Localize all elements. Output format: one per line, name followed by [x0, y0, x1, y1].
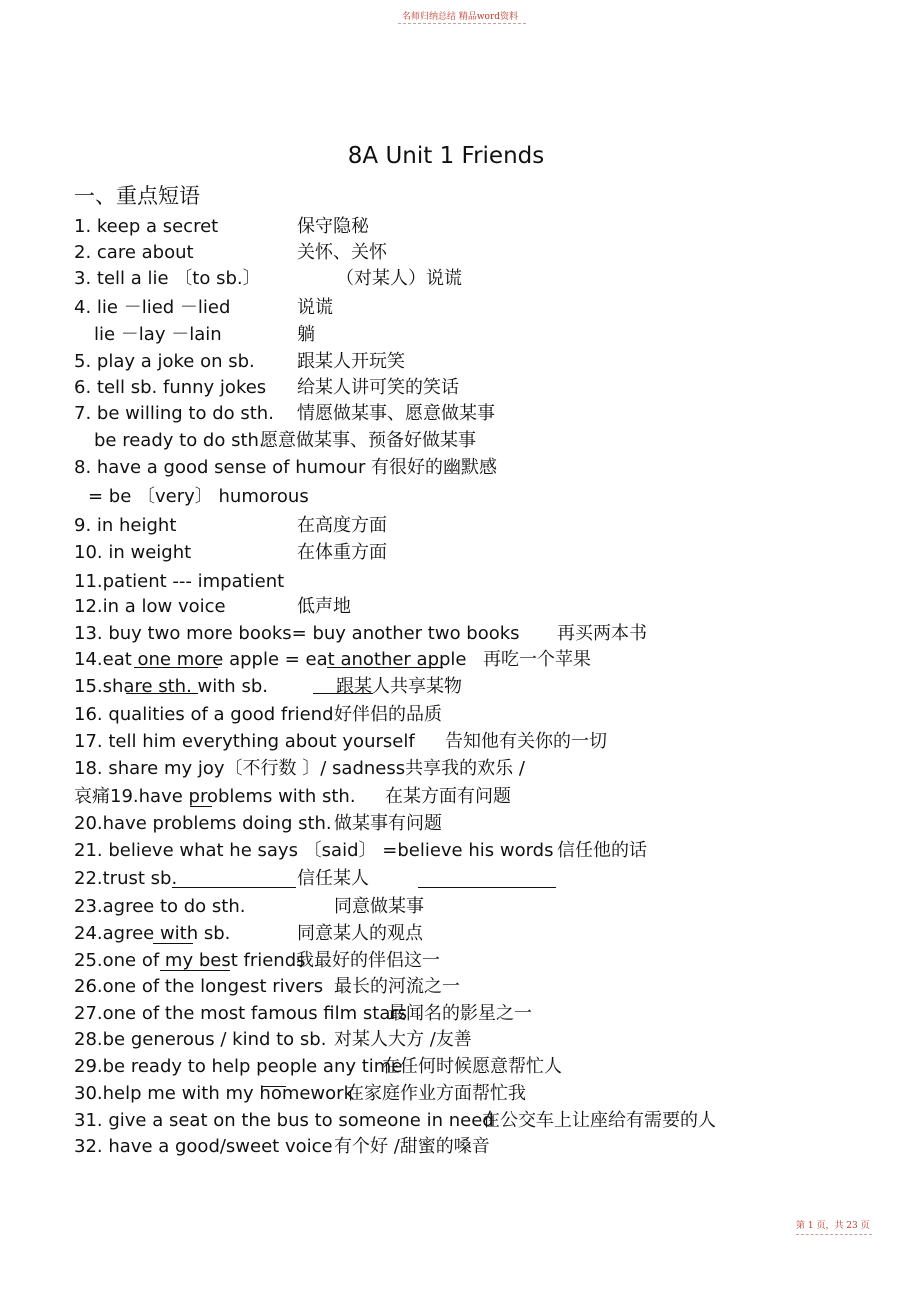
phrase-zh: 信任某人: [297, 868, 369, 889]
phrase-zh: 再吃一个苹果: [483, 649, 591, 670]
phrase-en: 20.have problems doing sth.: [74, 813, 332, 834]
phrase-zh: 愿意做某事、预备好做某事: [260, 430, 476, 451]
phrase-en: 4. lie －lied －lied: [74, 297, 231, 318]
phrase-en: 10. in weight: [74, 542, 192, 563]
phrase-en: 哀痛19.have problems with sth.: [74, 786, 356, 807]
header-divider: [398, 23, 526, 24]
phrase-en: 28.be generous / kind to sb.: [74, 1029, 327, 1050]
fill-blank-line: [172, 887, 296, 888]
phrase-zh: 说谎: [297, 297, 333, 318]
phrase-en: 6. tell sb. funny jokes: [74, 377, 267, 398]
phrase-zh: 同意某人的观点: [297, 923, 423, 944]
phrase-zh: 在家庭作业方面帮忙我: [346, 1083, 526, 1104]
phrase-zh: 同意做某事: [334, 896, 424, 917]
phrase-zh: 信任他的话: [557, 840, 647, 861]
phrase-en: be ready to do sth.: [94, 430, 265, 451]
phrase-en: 7. be willing to do sth.: [74, 403, 274, 424]
phrase-zh: 告知他有关你的一切: [445, 731, 607, 752]
document-title: 8A Unit 1 Friends: [347, 143, 545, 169]
phrase-zh: 情愿做某事、愿意做某事: [297, 403, 495, 424]
strike-mark: [327, 667, 443, 668]
phrase-en: 15.share sth. with sb.: [74, 676, 268, 697]
phrase-en: 25.one of my best friends: [74, 950, 306, 971]
underline-mark: [160, 970, 230, 971]
phrase-en: 26.one of the longest rivers: [74, 976, 324, 997]
section-heading: 一、重点短语: [74, 184, 200, 208]
phrase-zh: 最闻名的影星之一: [388, 1003, 532, 1024]
phrase-zh: 对某人大方 /友善: [334, 1029, 472, 1050]
phrase-en: 17. tell him everything about yourself: [74, 731, 415, 752]
phrase-en: lie －lay －lain: [94, 324, 222, 345]
phrase-zh: 低声地: [297, 596, 351, 617]
phrase-en: 5. play a joke on sb.: [74, 351, 255, 372]
phrase-zh: 好伴侣的品质: [334, 704, 442, 725]
page-header: 名师归纳总结 精品word资料: [401, 12, 519, 22]
phrase-en: 11.patient --- impatient: [74, 571, 285, 592]
phrase-zh: 最长的河流之一: [334, 976, 460, 997]
phrase-zh: 在体重方面: [297, 542, 387, 563]
phrase-zh: 在任何时候愿意帮忙人: [382, 1056, 562, 1077]
phrase-en: 23.agree to do sth.: [74, 896, 246, 917]
phrase-zh: 我最好的伴侣这一: [296, 950, 440, 971]
phrase-en: 18. share my joy〔不行数 〕/ sadness共享我的欢乐 /: [74, 758, 525, 779]
phrase-en: 13. buy two more books= buy another two books: [74, 623, 520, 644]
phrase-en: 21. believe what he says 〔said〕 =believe his words: [74, 840, 554, 861]
phrase-zh: 给某人讲可笑的笑话: [297, 377, 459, 398]
phrase-zh: 跟某人共享某物: [336, 676, 462, 697]
phrase-en: 31. give a seat on the bus to someone in need: [74, 1110, 494, 1131]
phrase-zh: 再买两本书: [557, 623, 647, 644]
phrase-en: 8. have a good sense of humour: [74, 457, 366, 478]
phrase-en: 1. keep a secret: [74, 216, 219, 237]
page-footer: 第 1 页，共 23 页: [796, 1221, 870, 1231]
phrase-en: 2. care about: [74, 242, 194, 263]
phrase-en: 32. have a good/sweet voice: [74, 1136, 333, 1157]
underline-mark: [190, 806, 212, 807]
strike-mark: [313, 693, 373, 694]
phrase-zh: 关怀、关怀: [297, 242, 387, 263]
fill-blank-line: [418, 887, 556, 888]
phrase-en: = be 〔very〕 humorous: [88, 486, 309, 507]
phrase-zh: 跟某人开玩笑: [297, 351, 405, 372]
phrase-zh: 有很好的幽默感: [371, 457, 497, 478]
phrase-en: 14.eat one more apple = eat another apple: [74, 649, 467, 670]
underline-mark: [153, 943, 193, 944]
phrase-en: 3. tell a lie 〔to sb.〕: [74, 268, 261, 289]
phrase-zh: （对某人）说谎: [336, 268, 462, 289]
phrase-en: 27.one of the most famous film stars: [74, 1003, 408, 1024]
phrase-en: 12.in a low voice: [74, 596, 226, 617]
phrase-zh: 在公交车上让座给有需要的人: [482, 1110, 716, 1131]
phrase-zh: 在某方面有问题: [385, 786, 511, 807]
phrase-en: 22.trust sb.: [74, 868, 178, 889]
phrase-zh: 做某事有问题: [334, 813, 442, 834]
phrase-zh: 躺: [297, 324, 315, 345]
phrase-zh: 在高度方面: [297, 515, 387, 536]
strike-mark: [134, 667, 218, 668]
phrase-zh: 保守隐秘: [297, 216, 369, 237]
phrase-en: 24.agree with sb.: [74, 923, 231, 944]
phrase-en: 9. in height: [74, 515, 177, 536]
footer-divider: [796, 1234, 872, 1235]
phrase-zh: 有个好 /甜蜜的嗓音: [334, 1136, 490, 1157]
phrase-en: 16. qualities of a good friend: [74, 704, 334, 725]
strike-mark: [126, 693, 198, 694]
phrase-en: 29.be ready to help people any time: [74, 1056, 403, 1077]
phrase-en: 30.help me with my homework: [74, 1083, 354, 1104]
